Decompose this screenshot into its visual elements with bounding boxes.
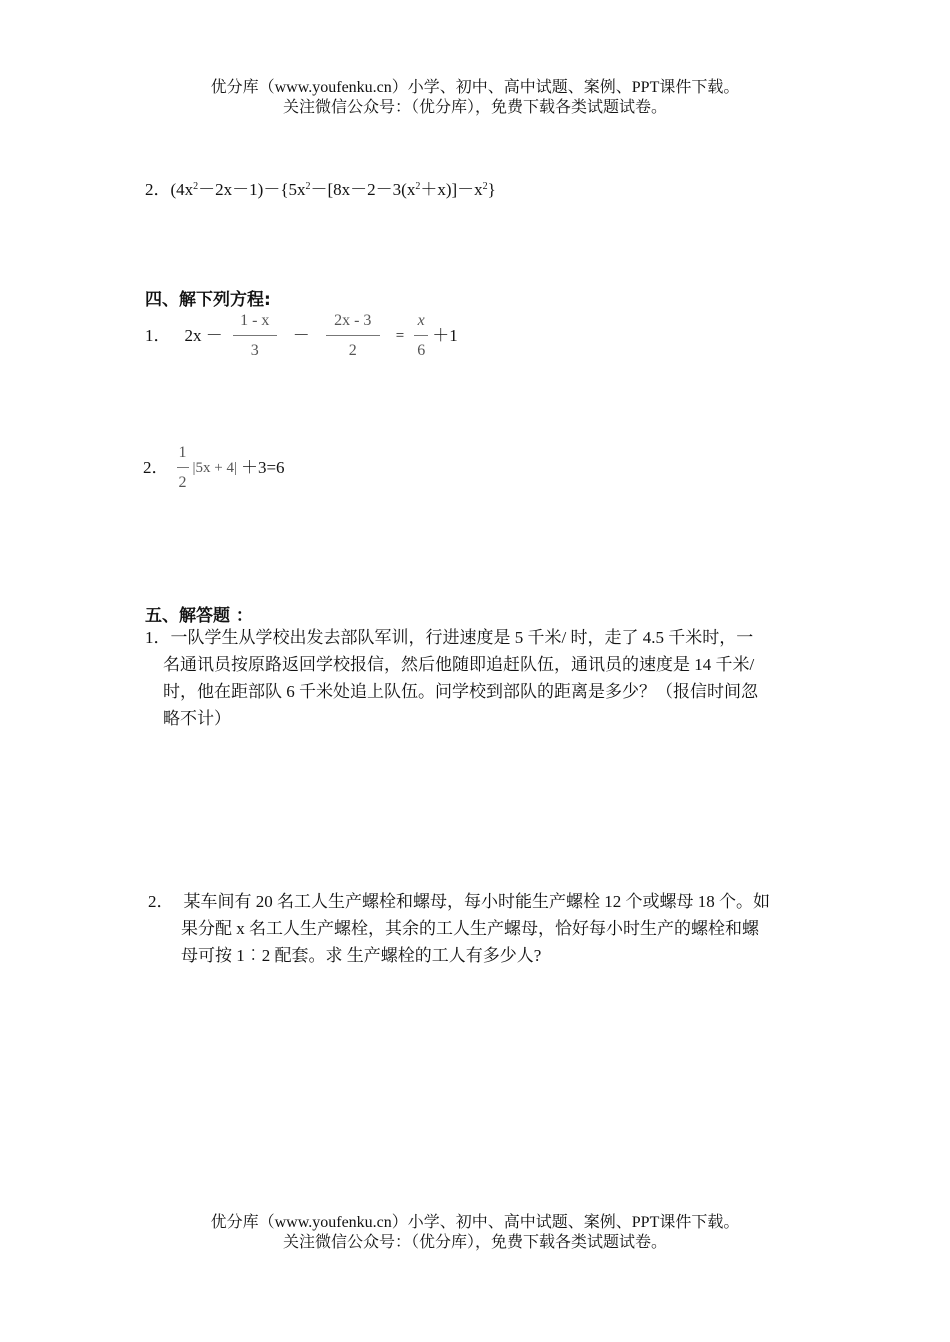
question-2-line-1: 某车间有 20 名工人生产螺栓和螺母，每小时能生产螺栓 12 个或螺母 18 个。如 — [183, 892, 770, 911]
page-header — [0, 78, 950, 118]
header-line-2: 关注微信公众号：（优分库），免费下载各类试题试卷。 — [282, 99, 667, 116]
expr-part-e: } — [487, 180, 496, 199]
equation-lead: 2x － — [184, 326, 223, 345]
question-2 — [148, 888, 858, 969]
equation-number: 1． — [145, 326, 171, 345]
equation-1 — [145, 310, 458, 362]
expr-part-a: (4x — [170, 180, 194, 199]
question-1-line-2: 名通讯员按原路返回学校报信，然后他随即追赶队伍，通讯员的速度是 14 千米/ — [163, 655, 755, 674]
footer-line-2: 关注微信公众号：（优分库），免费下载各类试题试卷。 — [282, 1234, 667, 1251]
question-number: 1． — [145, 628, 171, 647]
fraction-2-denominator: 2 — [348, 342, 357, 359]
equation-number: 2． — [143, 458, 169, 477]
fraction-half-numerator: 1 — [177, 441, 189, 468]
header-line-1: 优分库（www.youfenku.cn）小学、初中、高中试题、案例、PPT课件下载。 — [210, 79, 740, 96]
fraction-half — [177, 441, 189, 495]
problem-number: 2． — [145, 180, 171, 199]
fraction-1-numerator: 1 - x — [233, 309, 277, 336]
exponent: 2 — [193, 181, 199, 192]
equals-sign: = — [395, 328, 405, 344]
footer-line-1: 优分库（www.youfenku.cn）小学、初中、高中试题、案例、PPT课件下载。 — [210, 1214, 740, 1231]
section-5-title: 五、解答题 ： — [145, 606, 253, 626]
question-2-line-3: 母可按 1︰2 配套。求 生产螺栓的工人有多少人? — [181, 946, 542, 965]
exponent: 2 — [415, 181, 421, 192]
expr-part-c: －[8x－2－3(x — [310, 180, 416, 199]
simplify-problem-2 — [145, 178, 496, 202]
question-1-line-3: 时，他在距部队 6 千米处追上队伍。问学校到部队的距离是多少？（报信时间忽 — [163, 682, 758, 701]
fraction-1-denominator: 3 — [250, 342, 259, 359]
fraction-3 — [414, 309, 428, 363]
fraction-3-numerator: x — [414, 309, 428, 336]
equation-tail: ＋1 — [432, 326, 458, 345]
equation-2 — [143, 442, 285, 494]
expr-part-d: ＋x)]－x — [420, 180, 483, 199]
question-number: 2． — [148, 892, 174, 911]
question-1-line-4: 略不计） — [163, 709, 231, 728]
minus-sign: － — [292, 326, 310, 345]
exponent: 2 — [305, 181, 311, 192]
fraction-1 — [233, 309, 277, 363]
exponent: 2 — [482, 181, 488, 192]
question-1 — [145, 624, 855, 732]
fraction-2-numerator: 2x - 3 — [326, 309, 380, 336]
fraction-half-denominator: 2 — [178, 474, 187, 491]
section-4-title: 四、解下列方程: — [145, 290, 271, 310]
absolute-value-expression: |5x + 4| — [192, 460, 237, 476]
page-footer — [0, 1213, 950, 1253]
equation-tail: ＋3=6 — [240, 458, 285, 477]
question-1-line-1: 一队学生从学校出发去部队军训，行进速度是 5 千米/ 时，走了 4.5 千米时，一 — [170, 628, 754, 647]
fraction-2 — [326, 309, 380, 363]
fraction-3-denominator: 6 — [417, 342, 426, 359]
expr-part-b: －2x－1)－{5x — [198, 180, 306, 199]
question-2-line-2: 果分配 x 名工人生产螺栓，其余的工人生产螺母，恰好每小时生产的螺栓和螺 — [181, 919, 759, 938]
